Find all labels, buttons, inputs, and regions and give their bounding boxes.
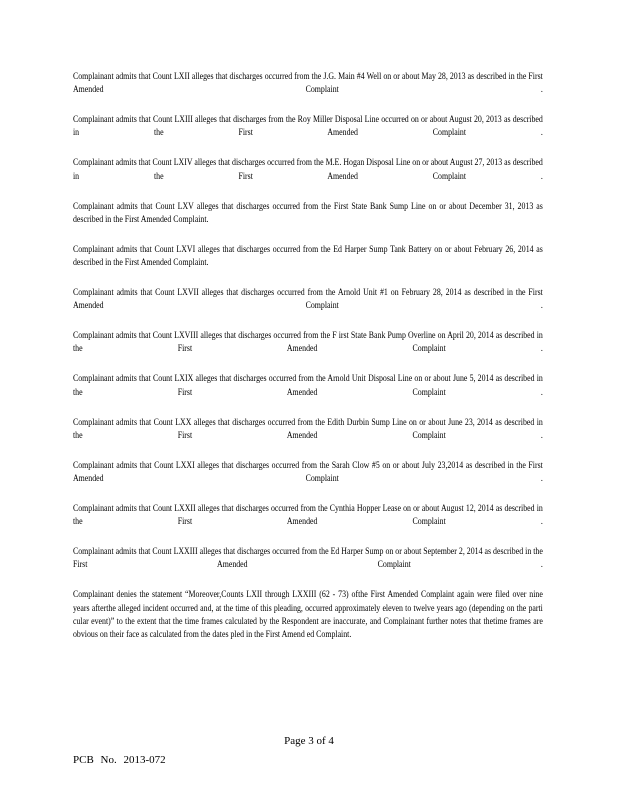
paragraph-count-lxx: Complainant admits that Count LXX alleges that discharges occurred from the Edith Durbin Sump Line on or about June 23, 2014 as described in the First Amended Complaint . [73,416,543,441]
paragraph-count-lxxi: Complainant admits that Count LXXI alleges that discharges occurred from the Sarah Clow #5 on or about July 23,2014 as described in the First Amended Complaint . [73,459,543,485]
paragraph-denial: Complainant denies the statement “Moreover,Counts LXII through LXXIII (62 - 73) ofthe First Amended Complaint again were filed over nine years afterthe alleged incident occurred and, at the time of this pleading, occurred approximately eleven to twelve years ago (depending on the parti cular event)” to the extent that the time frames calculated by the Respondent are inaccurate, and Complainant further notes that thetime frames are obvious on their face as calculated from the dates pled in the First Amend ed Complaint. [73,589,543,641]
paragraph-count-lxii: Complainant admits that Count LXII alleges that discharges occurred from the J.G. Main #4 Well on or about May 28, 2013 as described in the First Amended Complaint . [73,71,543,96]
paragraph-count-lxxiii: Complainant admits that Count LXXIII alleges that discharges occurred from the Ed Harper Sump on or about September 2, 2014 as described in the First Amended Complaint . [73,546,543,571]
case-number: PCB No. 2013-072 [73,754,166,766]
paragraph-count-lxviii: Complainant admits that Count LXVIII alleges that discharges occurred from the F irst State Bank Pump Overline on April 20, 2014 as described in the First Amended Complaint . [73,330,543,355]
paragraph-count-lxiii: Complainant admits that Count LXIII alleges that discharges from the Roy Miller Disposal Line occurred on or about August 20, 2013 as described in the First Amended Complaint . [73,114,543,139]
paragraph-count-lxiv: Complainant admits that Count LXIV alleges that discharges occurred from the M.E. Hogan Disposal Line on or about August 27, 2013 as described in the First Amended Complaint . [73,157,543,182]
paragraph-count-lxxii: Complainant admits that Count LXXII alleges that discharges occurred from the Cynthia Hopper Lease on or about August 12, 2014 as described in the First Amended Complaint . [73,503,543,528]
paragraph-count-lxix: Complainant admits that Count LXIX alleges that discharges occurred from the Arnold Unit Disposal Line on or about June 5, 2014 as described in the First Amended Complaint . [73,373,543,398]
document-body [73,70,543,658]
page-number: Page 3 of 4 [284,735,334,747]
paragraph-count-lxv: Complainant admits that Count LXV alleges that discharges occurred from the First State Bank Sump Line on or about December 31, 2013 as described in the First Amended Complaint. [73,200,543,225]
paragraph-count-lxvi: Complainant admits that Count LXVI alleges that discharges occurred from the Ed Harper Sump Tank Battery on or about February 26, 2014 as described in the First Amended Complaint. [73,243,543,269]
paragraph-count-lxvii: Complainant admits that Count LXVII alleges that discharges occurred from the Arnold Unit #1 on February 28, 2014 as described in the First Amended Complaint . [73,287,543,312]
